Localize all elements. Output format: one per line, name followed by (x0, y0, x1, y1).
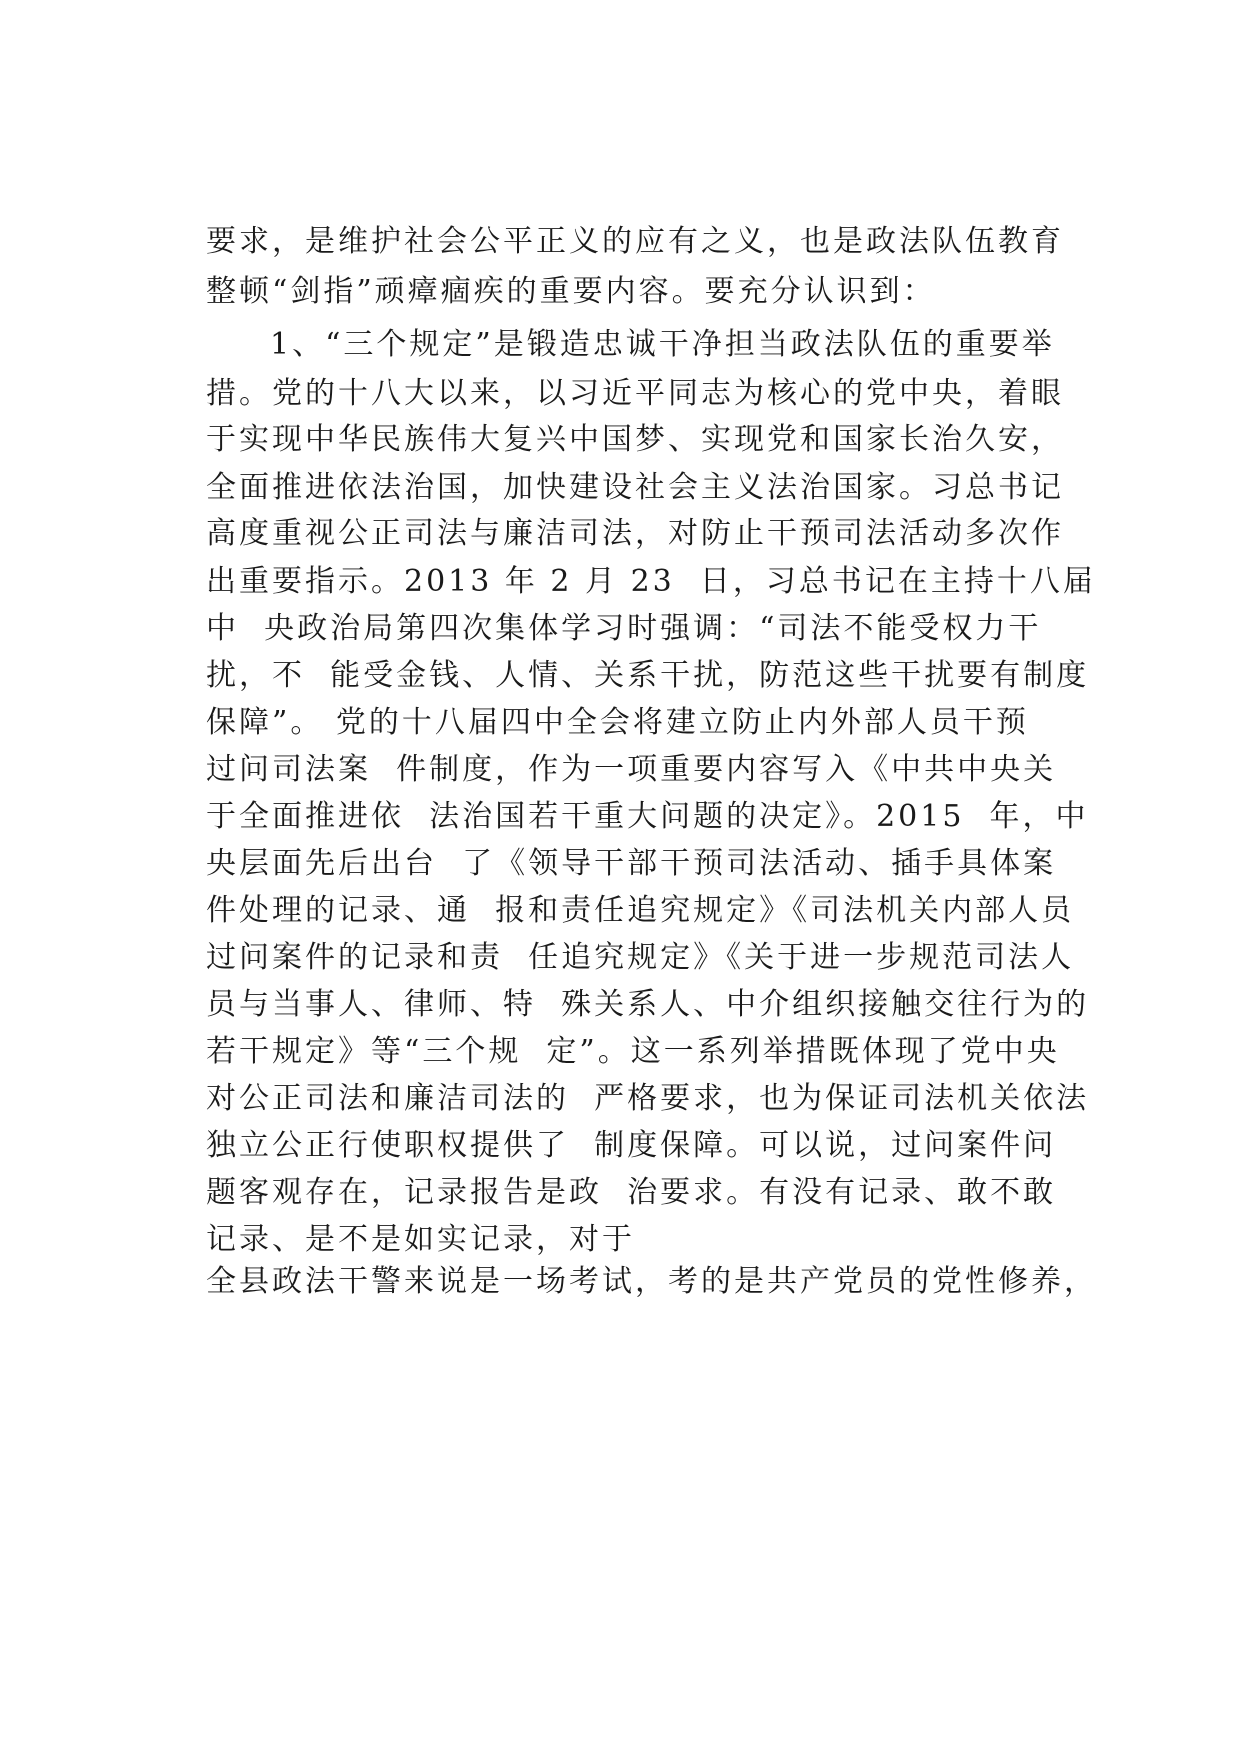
text-line: 扰，不 能受金钱、人情、关系干扰，防范这些干扰要有制度 (206, 658, 1090, 693)
text-line: 过问案件的记录和责 任追究规定》《关于进一步规范司法人 (206, 940, 1075, 975)
text-line: 整顿“剑指”顽瘴痼疾的重要内容。要充分认识到： (206, 274, 936, 309)
text-line: 央层面先后出台 了《领导干部干预司法活动、插手具体案 (206, 846, 1057, 881)
text-line: 题客观存在，记录报告是政 治要求。有没有记录、敢不敢 (206, 1175, 1057, 1210)
text-line: 要求，是维护社会公平正义的应有之义，也是政法队伍教育 (206, 224, 1064, 259)
text-line: 记录、是不是如实记录，对于 (206, 1222, 635, 1257)
text-line: 员与当事人、律师、特 殊关系人、中介组织接触交往行为的 (206, 987, 1090, 1022)
text-line: 全县政法干警来说是一场考试，考的是共产党员的党性修养， (206, 1264, 1097, 1299)
text-line: 高度重视公正司法与廉洁司法，对防止干预司法活动多次作 (206, 516, 1064, 551)
text-line: 对公正司法和廉洁司法的 严格要求，也为保证司法机关依法 (206, 1081, 1090, 1116)
text-line: 独立公正行使职权提供了 制度保障。可以说，过问案件问 (206, 1128, 1057, 1163)
text-line: 中 央政治局第四次集体学习时强调：“司法不能受权力干 (206, 611, 1042, 646)
text-line: 件处理的记录、通 报和责任追究规定》《司法机关内部人员 (206, 893, 1075, 928)
text-line: 全面推进依法治国，加快建设社会主义法治国家。习总书记 (206, 470, 1064, 505)
text-line: 若干规定》等“三个规 定”。这一系列举措既体现了党中央 (206, 1034, 1060, 1069)
text-line: 措。党的十八大以来，以习近平同志为核心的党中央，着眼 (206, 376, 1064, 411)
text-line: 于全面推进依 法治国若干重大问题的决定》。2015 年，中 (206, 799, 1089, 834)
paragraph-start-line: 1、“三个规定”是锻造忠诚干净担当政法队伍的重要举 (270, 327, 1055, 362)
text-line: 出重要指示。2013 年 2 月 23 日，习总书记在主持十八届 (206, 564, 1096, 599)
text-line: 于实现中华民族伟大复兴中国梦、实现党和国家长治久安， (206, 422, 1064, 457)
text-line: 过问司法案 件制度，作为一项重要内容写入《中共中央关 (206, 752, 1057, 787)
text-line: 保障”。 党的十八届四中全会将建立防止内外部人员干预 (206, 705, 1029, 740)
